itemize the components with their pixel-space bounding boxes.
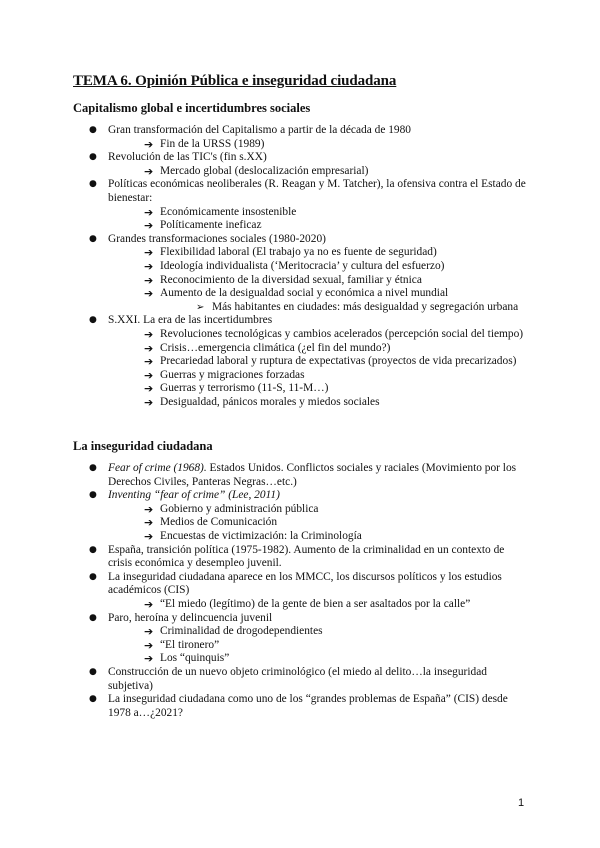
sub-sub-item-text: Más habitantes en ciudades: más desigualdad y segregación urbana bbox=[212, 300, 519, 313]
arrow-icon: ➔ bbox=[144, 395, 154, 409]
list-item bbox=[0, 151, 600, 178]
sub-item-text: Fin de la URSS (1989) bbox=[160, 137, 265, 150]
sub-item bbox=[144, 138, 530, 152]
item-text: S.XXI. La era de las incertidumbres bbox=[108, 314, 273, 327]
sub-item bbox=[144, 396, 530, 410]
sub-item-text: Guerras y terrorismo (11-S, 11-M…) bbox=[160, 382, 329, 395]
arrow-icon: ➔ bbox=[144, 137, 154, 151]
sub-item-text: Desigualdad, pánicos morales y miedos sociales bbox=[160, 395, 380, 408]
sub-item bbox=[144, 246, 530, 260]
list-item bbox=[0, 571, 600, 612]
arrow-icon: ➔ bbox=[144, 273, 154, 287]
list-item bbox=[0, 612, 600, 666]
sub-item bbox=[144, 219, 530, 233]
sub-item-text: Aumento de la desigualdad social y económica a nivel mundial bbox=[160, 287, 449, 300]
arrow-icon: ➔ bbox=[144, 327, 154, 341]
section-heading-inseguridad: La inseguridad ciudadana bbox=[73, 439, 213, 453]
bullet-list bbox=[0, 124, 600, 409]
item-text: Grandes transformaciones sociales (1980-2020) bbox=[108, 232, 326, 245]
sub-item bbox=[144, 652, 530, 666]
bullet-icon: ● bbox=[89, 694, 97, 705]
item-text: Políticas económicas neoliberales (R. Reagan y M. Tatcher), la ofensiva contra el Estado de bienestar: bbox=[108, 178, 526, 204]
sub-item bbox=[144, 355, 530, 369]
sub-item bbox=[144, 516, 530, 530]
item-text: Gran transformación del Capitalismo a partir de la década de 1980 bbox=[108, 124, 412, 136]
page-number: 1 bbox=[518, 797, 525, 809]
item-text: Paro, heroína y delincuencia juvenil bbox=[108, 611, 273, 624]
sub-item-text: Medios de Comunicación bbox=[160, 516, 278, 529]
arrow-icon: ➔ bbox=[144, 164, 154, 178]
sub-item-text: Mercado global (deslocalización empresarial) bbox=[160, 164, 369, 177]
sub-item-text: Encuestas de victimización: la Criminología bbox=[160, 529, 362, 542]
arrowhead-icon: ➢ bbox=[196, 301, 205, 313]
bullet-icon: ● bbox=[89, 544, 97, 555]
bullet-icon: ● bbox=[89, 152, 97, 163]
sub-item-text: Los “quinquis” bbox=[160, 652, 230, 665]
sub-item bbox=[144, 625, 530, 639]
sub-item-text: Crisis…emergencia climática (¿el fin del mundo?) bbox=[160, 341, 391, 354]
arrow-icon: ➔ bbox=[144, 652, 154, 666]
arrow-icon: ➔ bbox=[144, 638, 154, 652]
sub-item-text: Guerras y migraciones forzadas bbox=[160, 368, 305, 381]
bullet-icon: ● bbox=[89, 125, 97, 135]
bullet-list bbox=[0, 462, 600, 720]
sub-item-text: Criminalidad de drogodependientes bbox=[160, 625, 323, 638]
sub-item-text: “El miedo (legítimo) de la gente de bien a ser asaltados por la calle” bbox=[160, 597, 471, 610]
sub-item-text: Flexibilidad laboral (El trabajo ya no es fuente de seguridad) bbox=[160, 246, 437, 259]
sub-item bbox=[144, 165, 530, 179]
arrow-icon: ➔ bbox=[144, 529, 154, 543]
sub-item bbox=[144, 382, 530, 396]
item-italic-text: Inventing “fear of crime” (Lee, 2011) bbox=[108, 489, 280, 502]
sub-item bbox=[144, 342, 530, 356]
item-text: Revolución de las TIC's (fin s.XX) bbox=[108, 151, 267, 164]
item-italic-text: Fear of crime (1968). bbox=[108, 462, 207, 474]
sub-item-text: Precariedad laboral y ruptura de expectativas (proyectos de vida precarizados) bbox=[160, 355, 517, 368]
item-text: La inseguridad ciudadana como uno de los “grandes problemas de España” (CIS) desde 1978 a…¿2021? bbox=[108, 693, 508, 719]
bullet-icon: ● bbox=[89, 571, 97, 582]
bullet-icon: ● bbox=[89, 233, 97, 244]
bullet-icon: ● bbox=[89, 666, 97, 677]
list-item bbox=[0, 233, 600, 315]
arrow-icon: ➔ bbox=[144, 219, 154, 233]
item-text: España, transición política (1975-1982). Aumento de la criminalidad en un contexto de crisis económica y desempleo juvenil. bbox=[108, 543, 505, 570]
list-item bbox=[0, 314, 600, 409]
arrow-icon: ➔ bbox=[144, 287, 154, 301]
arrow-icon: ➔ bbox=[144, 341, 154, 355]
list-item bbox=[0, 178, 600, 232]
arrow-icon: ➔ bbox=[144, 246, 154, 260]
list-item bbox=[0, 544, 600, 571]
sub-item-text: “El tironero” bbox=[160, 638, 220, 651]
arrow-icon: ➔ bbox=[144, 205, 154, 219]
item-text: Construcción de un nuevo objeto criminológico (el miedo al delito…la inseguridad subjetiva) bbox=[108, 665, 487, 692]
arrow-icon: ➔ bbox=[144, 368, 154, 382]
list-item bbox=[0, 666, 600, 693]
sub-item-text: Ideología individualista (‘Meritocracia’ y cultura del esfuerzo) bbox=[160, 259, 445, 272]
section-capitalismo bbox=[0, 124, 600, 409]
arrow-icon: ➔ bbox=[144, 597, 154, 611]
item-text: La inseguridad ciudadana aparece en los MMCC, los discursos políticos y los estudios académicos (CIS) bbox=[108, 570, 502, 597]
bullet-icon: ● bbox=[89, 490, 97, 501]
list-item bbox=[0, 489, 600, 543]
sub-item-text: Políticamente ineficaz bbox=[160, 219, 262, 232]
arrow-icon: ➔ bbox=[144, 259, 154, 273]
sub-item bbox=[144, 639, 530, 653]
bullet-icon: ● bbox=[89, 463, 97, 473]
arrow-icon: ➔ bbox=[144, 355, 154, 369]
sub-sub-item bbox=[196, 301, 530, 315]
bullet-icon: ● bbox=[89, 179, 97, 190]
sub-item bbox=[144, 369, 530, 383]
bullet-icon: ● bbox=[89, 612, 97, 623]
sub-item bbox=[144, 260, 530, 274]
sub-item bbox=[144, 503, 530, 517]
item-text: Estados Unidos. Conflictos sociales y raciales (Movimiento por los Derechos Civiles, Panteras Negras…etc.) bbox=[108, 462, 517, 488]
arrow-icon: ➔ bbox=[144, 382, 154, 396]
section-inseguridad bbox=[0, 462, 600, 720]
sub-item bbox=[144, 206, 530, 220]
bullet-icon: ● bbox=[89, 315, 97, 326]
section-heading-capitalismo: Capitalismo global e incertidumbres sociales bbox=[73, 101, 311, 115]
sub-item bbox=[144, 274, 530, 288]
sub-item-text: Gobierno y administración pública bbox=[160, 502, 319, 515]
arrow-icon: ➔ bbox=[144, 516, 154, 530]
sub-item bbox=[144, 598, 530, 612]
page-title: TEMA 6. Opinión Pública e inseguridad ciudadana bbox=[73, 73, 397, 89]
arrow-icon: ➔ bbox=[144, 625, 154, 639]
sub-item-text: Económicamente insostenible bbox=[160, 205, 297, 218]
list-item bbox=[0, 693, 600, 720]
sub-item-text: Revoluciones tecnológicas y cambios acelerados (percepción social del tiempo) bbox=[160, 327, 524, 340]
arrow-icon: ➔ bbox=[144, 502, 154, 516]
sub-item bbox=[144, 530, 530, 544]
sub-item bbox=[144, 328, 530, 342]
list-item bbox=[0, 124, 600, 151]
sub-item bbox=[144, 287, 530, 314]
list-item bbox=[0, 462, 600, 489]
sub-item-text: Reconocimiento de la diversidad sexual, familiar y étnica bbox=[160, 273, 422, 286]
